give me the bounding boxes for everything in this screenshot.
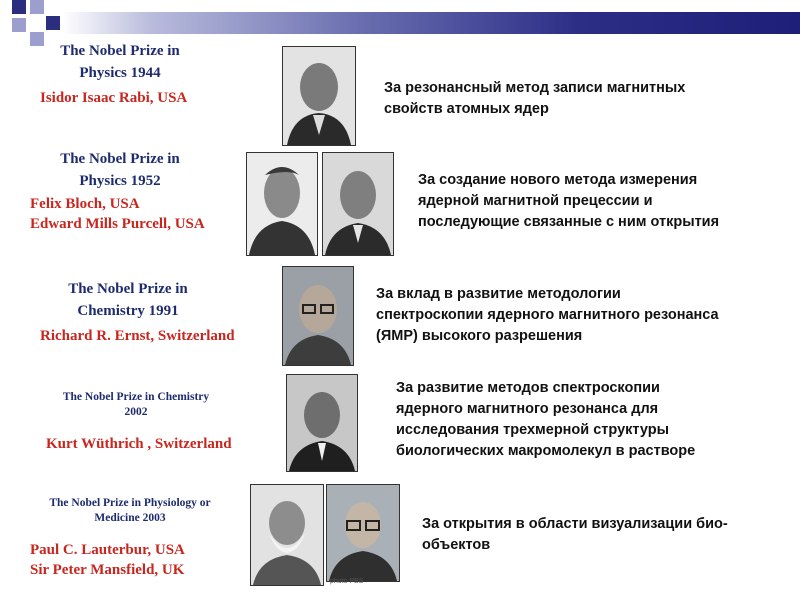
prize-title: The Nobel Prize in Chemistry 2002 <box>62 391 210 418</box>
portrait-mansfield <box>326 484 400 582</box>
header-square <box>12 0 26 14</box>
prize-title: The Nobel Prize in Chemistry 1991 <box>68 281 188 319</box>
photo-credit: photo PBS <box>330 578 364 585</box>
laureate-names: Paul C. Lauterbur, USA Sir Peter Mansfield, UK <box>30 542 185 578</box>
portrait-ernst <box>282 266 354 366</box>
portrait-bloch <box>246 152 318 256</box>
laureate-names: Felix Bloch, USA Edward Mills Purcell, USA <box>30 196 205 232</box>
portrait-purcell <box>322 152 394 256</box>
header-square <box>12 18 26 32</box>
laureate-names: Kurt Wüthrich , Switzerland <box>46 436 232 452</box>
award-description: За резонансный метод записи магнитных свойств атомных ядер <box>384 80 686 117</box>
award-description: За открытия в области визуализации био- объектов <box>422 516 728 553</box>
laureate-names: Richard R. Ernst, Switzerland <box>40 328 235 344</box>
prize-title: The Nobel Prize in Physiology or Medicine 2003 <box>49 497 211 524</box>
prize-title: The Nobel Prize in Physics 1952 <box>60 151 180 189</box>
prize-title: The Nobel Prize in Physics 1944 <box>60 43 180 81</box>
portrait-wuthrich <box>286 374 358 472</box>
header-square <box>30 0 44 14</box>
award-description: За вклад в развитие методологии спектроскопии ядерного магнитного резонанса (ЯМР) высокого разрешения <box>376 286 719 344</box>
header-square <box>46 16 60 30</box>
header-gradient-bar <box>62 12 800 34</box>
award-description: За создание нового метода измерения ядерной магнитной прецессии и последующие связанные с ним открытия <box>418 172 720 230</box>
laureate-names: Isidor Isaac Rabi, USA <box>40 90 188 106</box>
award-description: За развитие методов спектроскопии ядерного магнитного резонанса для исследования трехмерной структуры биологических макромолекул в растворе <box>396 380 696 459</box>
portrait-lauterbur <box>250 484 324 586</box>
portrait-rabi <box>282 46 356 146</box>
